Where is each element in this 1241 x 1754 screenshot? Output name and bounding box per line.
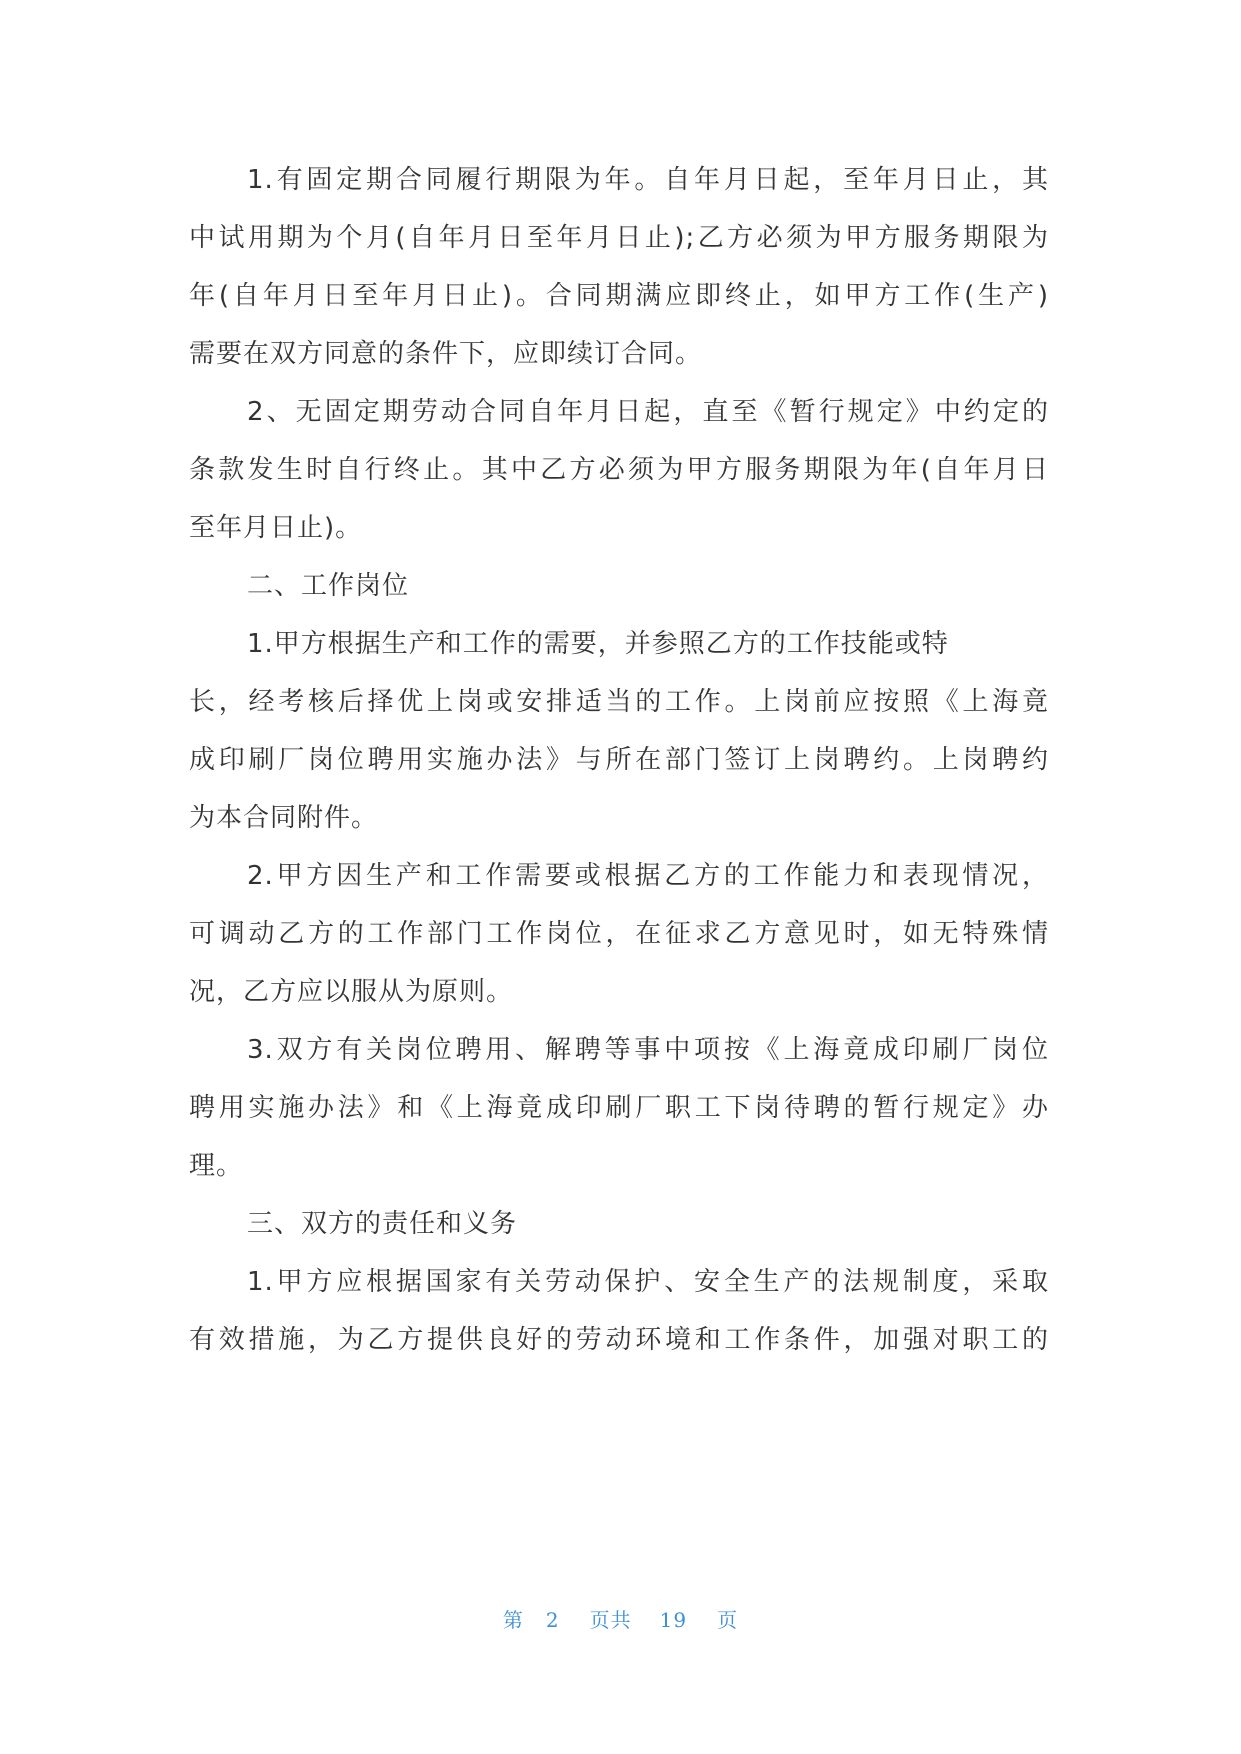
body-text-line: 条款发生时自行终止。其中乙方必须为甲方服务期限为年(自年月日	[189, 455, 1049, 485]
body-text-line: 理。	[189, 1151, 244, 1181]
body-text-line: 2.甲方因生产和工作需要或根据乙方的工作能力和表现情况，	[247, 861, 1049, 891]
footer-page-mid: 页共	[589, 1608, 632, 1632]
footer-page-suffix: 页	[717, 1608, 739, 1632]
body-text-line: 为本合同附件。	[189, 803, 379, 833]
footer-total-pages: 19	[659, 1608, 688, 1632]
body-text-line: 1.甲方应根据国家有关劳动保护、安全生产的法规制度，采取	[247, 1267, 1049, 1297]
body-text-line: 3.双方有关岗位聘用、解聘等事中项按《上海竟成印刷厂岗位	[247, 1035, 1049, 1065]
body-text-line: 有效措施，为乙方提供良好的劳动环境和工作条件，加强对职工的	[189, 1325, 1049, 1355]
body-text-line: 需要在双方同意的条件下，应即续订合同。	[189, 339, 703, 369]
body-text-line: 况，乙方应以服从为原则。	[189, 977, 514, 1007]
section-heading: 三、双方的责任和义务	[247, 1209, 518, 1239]
section-heading: 二、工作岗位	[247, 571, 410, 601]
body-text-line: 中试用期为个月(自年月日至年月日止);乙方必须为甲方服务期限为	[189, 223, 1049, 253]
body-text-line: 至年月日止)。	[189, 513, 363, 543]
body-text-line: 长，经考核后择优上岗或安排适当的工作。上岗前应按照《上海竟	[189, 687, 1049, 717]
body-text-line: 成印刷厂岗位聘用实施办法》与所在部门签订上岗聘约。上岗聘约	[189, 745, 1049, 775]
body-text-line: 2、无固定期劳动合同自年月日起，直至《暂行规定》中约定的	[247, 397, 1049, 427]
footer-page-number: 2	[545, 1608, 560, 1632]
body-text-line: 年(自年月日至年月日止)。合同期满应即终止，如甲方工作(生产)	[189, 281, 1049, 311]
footer-page-prefix: 第	[502, 1608, 524, 1632]
body-text-line: 可调动乙方的工作部门工作岗位，在征求乙方意见时，如无特殊情	[189, 919, 1049, 949]
body-text-line: 聘用实施办法》和《上海竟成印刷厂职工下岗待聘的暂行规定》办	[189, 1093, 1049, 1123]
body-text-line: 1.甲方根据生产和工作的需要，并参照乙方的工作技能或特	[247, 629, 949, 659]
page-footer	[0, 1604, 1241, 1633]
body-text-line: 1.有固定期合同履行期限为年。自年月日起，至年月日止，其	[247, 165, 1049, 195]
